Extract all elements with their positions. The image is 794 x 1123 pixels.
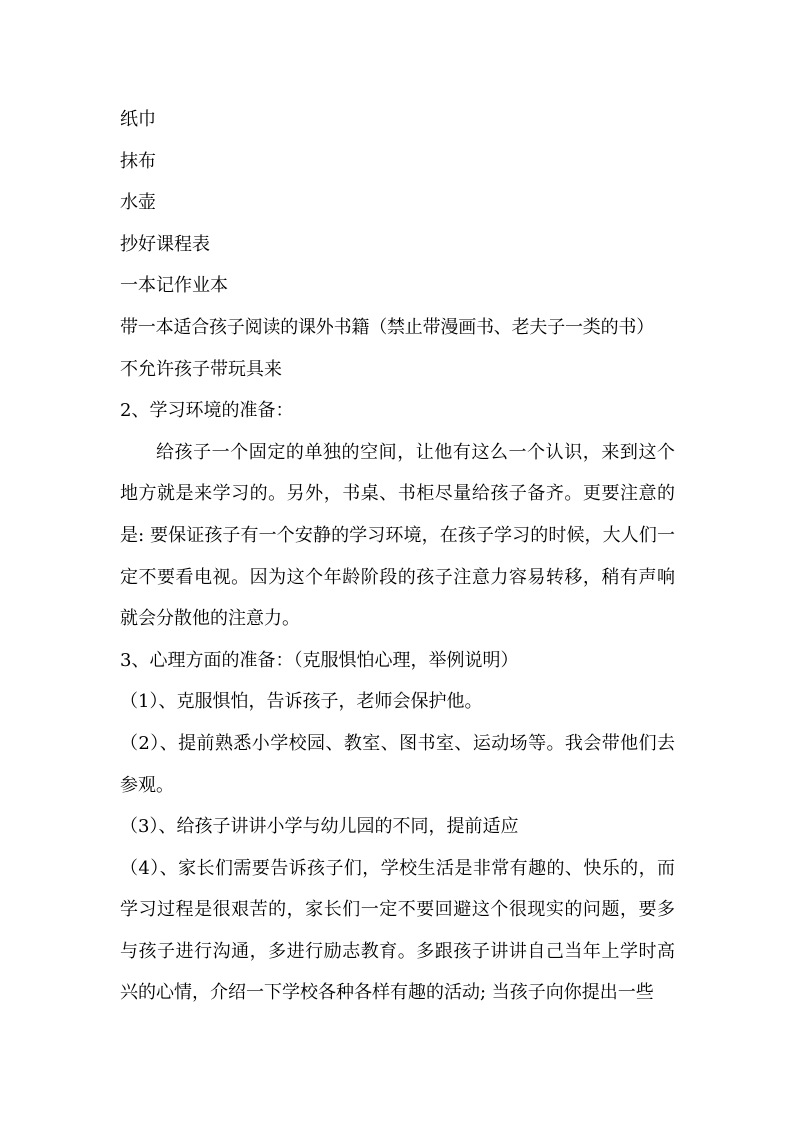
list-item-rag: 抹布: [120, 150, 156, 172]
section-3-item-1: （1）、克服惧怕，告诉孩子，老师会保护他。: [120, 691, 483, 713]
section-3-item-3: （3）、给孩子讲讲小学与幼儿园的不同，提前适应: [120, 816, 519, 838]
section-3-heading: 3、心理方面的准备：（克服惧怕心理，举例说明）: [120, 649, 519, 671]
list-item-extracurricular-book: 带一本适合孩子阅读的课外书籍（禁止带漫画书、老夫子一类的书）: [120, 316, 654, 338]
section-2-paragraph: 给孩子一个固定的单独的空间，让他有这么一个认识，来到这个地方就是来学习的。另外，书桌、书柜尽量给孩子备齐。更要注意的是: 要保证孩子有一个安静的学习环境，在孩子学习的时候，大人们一定不要看电视。因为这个年龄阶段的孩子注意力容易转移，稍有声响就会分散他的注意力。: [120, 441, 675, 630]
list-item-tissue: 纸巾: [120, 109, 156, 130]
document-body: [120, 99, 675, 1014]
section-3-item-4: （4）、家长们需要告诉孩子们，学校生活是非常有趣的、快乐的，而学习过程是很艰苦的，家长们一定不要回避这个很现实的问题，要多与孩子进行沟通，多进行励志教育。多跟孩子讲讲自己当年上学时高兴的心情，介绍一下学校各种各样有趣的活动; 当孩子向你提出一些: [120, 857, 675, 1004]
section-2-heading: 2、学习环境的准备：: [120, 400, 294, 422]
list-item-homework-notebook: 一本记作业本: [120, 275, 228, 297]
list-item-no-toys: 不允许孩子带玩具来: [120, 358, 282, 380]
list-item-class-schedule: 抄好课程表: [120, 233, 210, 255]
section-3-item-2: （2）、提前熟悉小学校园、教室、图书室、运动场等。我会带他们去参观。: [120, 732, 675, 796]
list-item-water-bottle: 水壶: [120, 192, 156, 214]
